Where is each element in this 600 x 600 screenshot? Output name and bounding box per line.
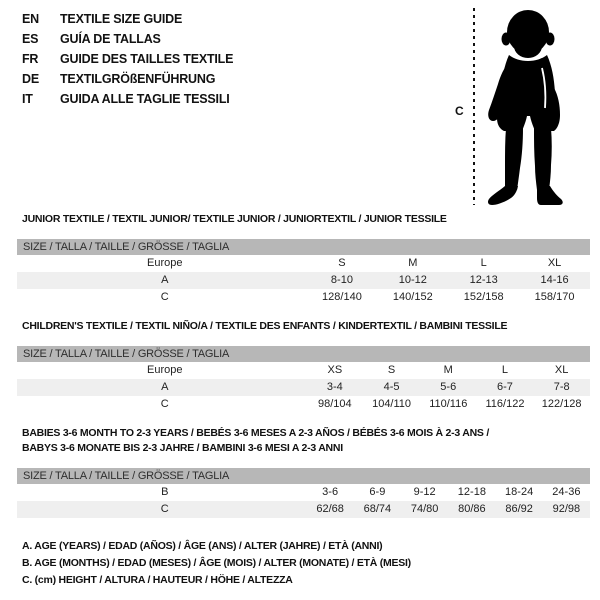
value-cell: 3-4	[326, 381, 343, 393]
table-row	[17, 396, 590, 413]
height-label: C	[455, 104, 464, 118]
language-row	[22, 29, 233, 49]
language-row	[22, 49, 233, 69]
value-cell: L	[480, 257, 487, 269]
section-title-line: BABIES 3-6 MONTH TO 2-3 YEARS / BEBÉS 3-6 MESES A 2-3 AÑOS / BÉBÉS 3-6 MOIS À 2-3 ANS /	[22, 427, 490, 439]
table-row	[17, 362, 590, 379]
language-row	[22, 69, 233, 89]
row-values	[307, 272, 591, 289]
language-guide-title: GUIDA ALLE TAGLIE TESSILI	[60, 92, 230, 106]
value-cell: 128/140	[322, 291, 362, 303]
table-row	[17, 272, 590, 289]
value-cell: 18-24	[505, 486, 534, 498]
section-title-line: JUNIOR TEXTILE / TEXTIL JUNIOR/ TEXTILE JUNIOR / JUNIORTEXTIL / JUNIOR TESSILE	[22, 213, 447, 225]
value-cell: L	[501, 364, 509, 376]
language-code: EN	[22, 12, 39, 26]
table-row	[17, 501, 590, 518]
value-cell: 74/80	[410, 503, 439, 515]
legend-footnotes	[22, 538, 411, 589]
section-title	[22, 212, 590, 227]
size-table-rows	[17, 362, 590, 413]
value-cell: 14-16	[540, 274, 569, 286]
language-guide-title: GUIDE DES TAILLES TEXTILE	[60, 52, 234, 66]
value-cell: S	[387, 364, 396, 376]
language-code: DE	[22, 72, 39, 86]
language-guide-title: TEXTILE SIZE GUIDE	[60, 12, 183, 26]
language-code: ES	[22, 32, 39, 46]
value-cell: 98/104	[318, 398, 352, 410]
value-cell: 9-12	[413, 486, 436, 498]
size-table-header: SIZE / TALLA / TAILLE / GRÖSSE / TAGLIA	[17, 468, 590, 484]
value-cell: XL	[554, 364, 569, 376]
value-cell: S	[338, 257, 346, 269]
row-values	[307, 289, 591, 306]
value-cell: 122/128	[541, 398, 582, 410]
table-row	[17, 379, 590, 396]
value-cell: 158/170	[534, 291, 575, 303]
value-cell: 86/92	[505, 503, 533, 515]
row-label: A	[161, 381, 169, 393]
row-label: C	[160, 291, 169, 303]
section-title-line: CHILDREN'S TEXTILE / TEXTIL NIÑO/A / TEXTILE DES ENFANTS / KINDERTEXTIL / BAMBINI TESSILE	[22, 320, 508, 332]
size-guide-sections	[17, 212, 590, 531]
row-label: Europe	[147, 364, 183, 376]
value-cell: 5-6	[440, 381, 457, 393]
section-title	[22, 426, 590, 456]
value-cell: 12-13	[469, 274, 498, 286]
size-table	[17, 239, 590, 306]
height-measure-dashed-line	[473, 8, 475, 205]
size-table	[17, 346, 590, 413]
value-cell: 116/122	[485, 398, 525, 410]
value-cell: 68/74	[363, 503, 392, 515]
value-cell: XL	[547, 257, 562, 269]
value-cell: 7-8	[553, 381, 570, 393]
row-label: B	[161, 486, 169, 498]
footnote-line: C. (cm) HEIGHT / ALTURA / HAUTEUR / HÖHE / ALTEZZA	[22, 574, 293, 586]
value-cell: XS	[327, 364, 343, 376]
row-label: A	[161, 274, 169, 286]
baby-figure	[450, 0, 600, 215]
size-guide-section	[17, 319, 590, 413]
language-header	[22, 9, 233, 109]
value-cell: 3-6	[322, 486, 339, 498]
baby-silhouette-icon	[481, 8, 587, 208]
value-cell: 110/116	[429, 398, 468, 410]
size-table	[17, 468, 590, 518]
value-cell: 152/158	[463, 291, 504, 303]
size-table-rows	[17, 484, 590, 518]
row-values	[307, 255, 591, 272]
value-cell: 12-18	[457, 486, 486, 498]
row-values	[307, 484, 591, 501]
value-cell: 104/110	[372, 398, 412, 410]
value-cell: 10-12	[398, 274, 427, 286]
size-guide-section	[17, 426, 590, 518]
value-cell: 24-36	[552, 486, 581, 498]
section-title-line: BABYS 3-6 MONATE BIS 2-3 JAHRE / BAMBINI 3-6 MESI A 2-3 ANNI	[22, 442, 343, 454]
value-cell: 4-5	[383, 381, 400, 393]
language-row	[22, 9, 233, 29]
size-guide-section	[17, 212, 590, 306]
value-cell: 8-10	[330, 274, 353, 286]
row-values	[307, 396, 591, 413]
table-row	[17, 484, 590, 501]
table-row	[17, 289, 590, 306]
table-row	[17, 255, 590, 272]
language-code: IT	[22, 92, 33, 106]
language-row	[22, 89, 233, 109]
footnote-line: A. AGE (YEARS) / EDAD (AÑOS) / ÂGE (ANS) / ALTER (JAHRE) / ETÀ (ANNI)	[22, 540, 383, 552]
row-label: Europe	[147, 257, 183, 269]
value-cell: 92/98	[552, 503, 581, 515]
size-table-rows	[17, 255, 590, 306]
section-title	[22, 319, 590, 334]
row-label: C	[160, 503, 169, 515]
value-cell: 6-7	[497, 381, 513, 393]
row-label: C	[160, 398, 169, 410]
language-guide-title: GUÍA DE TALLAS	[60, 32, 161, 46]
size-table-header: SIZE / TALLA / TAILLE / GRÖSSE / TAGLIA	[17, 346, 590, 362]
size-table-header: SIZE / TALLA / TAILLE / GRÖSSE / TAGLIA	[17, 239, 590, 255]
value-cell: 62/68	[316, 503, 344, 515]
value-cell: 80/86	[458, 503, 486, 515]
value-cell: M	[408, 257, 418, 269]
value-cell: 140/152	[392, 291, 433, 303]
language-code: FR	[22, 52, 39, 66]
row-values	[307, 501, 591, 518]
row-values	[307, 362, 591, 379]
value-cell: 6-9	[369, 486, 386, 498]
footnote-line: B. AGE (MONTHS) / EDAD (MESES) / ÂGE (MOIS) / ALTER (MONATE) / ETÀ (MESI)	[22, 557, 411, 569]
value-cell: M	[443, 364, 453, 376]
language-guide-title: TEXTILGRÖßENFÜHRUNG	[60, 72, 216, 86]
row-values	[307, 379, 591, 396]
